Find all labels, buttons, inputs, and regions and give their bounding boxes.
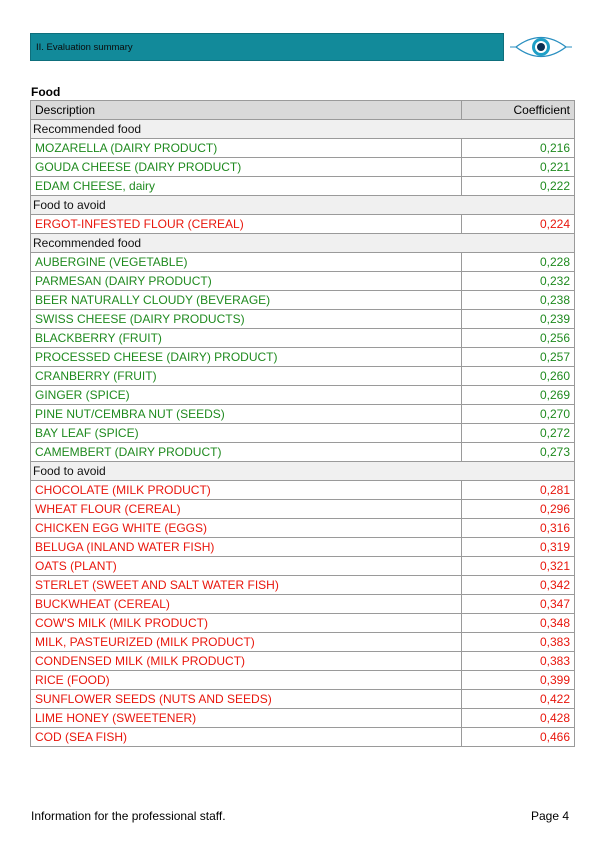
food-name: SUNFLOWER SEEDS (NUTS AND SEEDS) <box>31 690 462 709</box>
food-name: LIME HONEY (SWEETENER) <box>31 709 462 728</box>
food-name: STERLET (SWEET AND SALT WATER FISH) <box>31 576 462 595</box>
table-row <box>31 652 575 671</box>
coefficient-value: 0,321 <box>462 557 575 576</box>
coefficient-value: 0,319 <box>462 538 575 557</box>
group-label: Food to avoid <box>31 462 575 481</box>
food-name: GOUDA CHEESE (DAIRY PRODUCT) <box>31 158 462 177</box>
table-row <box>31 367 575 386</box>
coefficient-value: 0,316 <box>462 519 575 538</box>
coefficient-value: 0,342 <box>462 576 575 595</box>
table-row <box>31 690 575 709</box>
table-row <box>31 139 575 158</box>
food-table-body <box>31 120 575 747</box>
table-row <box>31 443 575 462</box>
header-bar <box>30 33 504 61</box>
food-name: COW'S MILK (MILK PRODUCT) <box>31 614 462 633</box>
table-row <box>31 291 575 310</box>
coefficient-value: 0,269 <box>462 386 575 405</box>
food-name: ERGOT-INFESTED FLOUR (CEREAL) <box>31 215 462 234</box>
table-row <box>31 557 575 576</box>
coefficient-value: 0,281 <box>462 481 575 500</box>
food-name: SWISS CHEESE (DAIRY PRODUCTS) <box>31 310 462 329</box>
coefficient-value: 0,256 <box>462 329 575 348</box>
coefficient-value: 0,239 <box>462 310 575 329</box>
coefficient-value: 0,222 <box>462 177 575 196</box>
table-row <box>31 519 575 538</box>
food-name: EDAM CHEESE, dairy <box>31 177 462 196</box>
section-title: Food <box>31 85 61 99</box>
coefficient-value: 0,422 <box>462 690 575 709</box>
food-name: COD (SEA FISH) <box>31 728 462 747</box>
food-name: RICE (FOOD) <box>31 671 462 690</box>
coefficient-value: 0,257 <box>462 348 575 367</box>
coefficient-value: 0,216 <box>462 139 575 158</box>
coefficient-value: 0,428 <box>462 709 575 728</box>
coefficient-value: 0,272 <box>462 424 575 443</box>
food-name: PROCESSED CHEESE (DAIRY) PRODUCT) <box>31 348 462 367</box>
table-row <box>31 671 575 690</box>
group-label: Recommended food <box>31 120 575 139</box>
coefficient-value: 0,228 <box>462 253 575 272</box>
column-header-coefficient: Coefficient <box>462 101 575 120</box>
food-table <box>30 100 575 747</box>
table-row <box>31 158 575 177</box>
food-name: GINGER (SPICE) <box>31 386 462 405</box>
food-name: WHEAT FLOUR (CEREAL) <box>31 500 462 519</box>
group-label: Food to avoid <box>31 196 575 215</box>
food-name: AUBERGINE (VEGETABLE) <box>31 253 462 272</box>
coefficient-value: 0,383 <box>462 633 575 652</box>
coefficient-value: 0,348 <box>462 614 575 633</box>
table-row <box>31 272 575 291</box>
table-header-row <box>31 101 575 120</box>
coefficient-value: 0,260 <box>462 367 575 386</box>
food-name: CHICKEN EGG WHITE (EGGS) <box>31 519 462 538</box>
food-name: CAMEMBERT (DAIRY PRODUCT) <box>31 443 462 462</box>
coefficient-value: 0,466 <box>462 728 575 747</box>
table-row <box>31 253 575 272</box>
food-name: BUCKWHEAT (CEREAL) <box>31 595 462 614</box>
food-name: PINE NUT/CEMBRA NUT (SEEDS) <box>31 405 462 424</box>
table-row <box>31 538 575 557</box>
coefficient-value: 0,221 <box>462 158 575 177</box>
table-row <box>31 329 575 348</box>
coefficient-value: 0,383 <box>462 652 575 671</box>
coefficient-value: 0,238 <box>462 291 575 310</box>
food-name: OATS (PLANT) <box>31 557 462 576</box>
coefficient-value: 0,399 <box>462 671 575 690</box>
table-row <box>31 405 575 424</box>
food-name: BELUGA (INLAND WATER FISH) <box>31 538 462 557</box>
coefficient-value: 0,232 <box>462 272 575 291</box>
food-name: BLACKBERRY (FRUIT) <box>31 329 462 348</box>
food-name: MOZARELLA (DAIRY PRODUCT) <box>31 139 462 158</box>
table-row <box>31 424 575 443</box>
table-row <box>31 310 575 329</box>
table-row <box>31 481 575 500</box>
table-row <box>31 595 575 614</box>
coefficient-value: 0,224 <box>462 215 575 234</box>
group-row <box>31 462 575 481</box>
food-name: CRANBERRY (FRUIT) <box>31 367 462 386</box>
coefficient-value: 0,347 <box>462 595 575 614</box>
table-row <box>31 728 575 747</box>
food-name: BEER NATURALLY CLOUDY (BEVERAGE) <box>31 291 462 310</box>
table-row <box>31 348 575 367</box>
table-row <box>31 215 575 234</box>
column-header-description: Description <box>31 101 462 120</box>
coefficient-value: 0,273 <box>462 443 575 462</box>
food-name: CHOCOLATE (MILK PRODUCT) <box>31 481 462 500</box>
coefficient-value: 0,270 <box>462 405 575 424</box>
table-row <box>31 633 575 652</box>
table-row <box>31 386 575 405</box>
food-name: MILK, PASTEURIZED (MILK PRODUCT) <box>31 633 462 652</box>
page-number: Page 4 <box>531 809 570 823</box>
table-row <box>31 614 575 633</box>
table-row <box>31 709 575 728</box>
eye-logo-icon <box>508 30 574 64</box>
group-label: Recommended food <box>31 234 575 253</box>
group-row <box>31 234 575 253</box>
table-row <box>31 177 575 196</box>
food-name: PARMESAN (DAIRY PRODUCT) <box>31 272 462 291</box>
food-name: BAY LEAF (SPICE) <box>31 424 462 443</box>
group-row <box>31 120 575 139</box>
header-title: II. Evaluation summary <box>36 42 133 53</box>
group-row <box>31 196 575 215</box>
footer-note: Information for the professional staff. <box>31 809 226 823</box>
table-row <box>31 576 575 595</box>
table-row <box>31 500 575 519</box>
food-name: CONDENSED MILK (MILK PRODUCT) <box>31 652 462 671</box>
coefficient-value: 0,296 <box>462 500 575 519</box>
